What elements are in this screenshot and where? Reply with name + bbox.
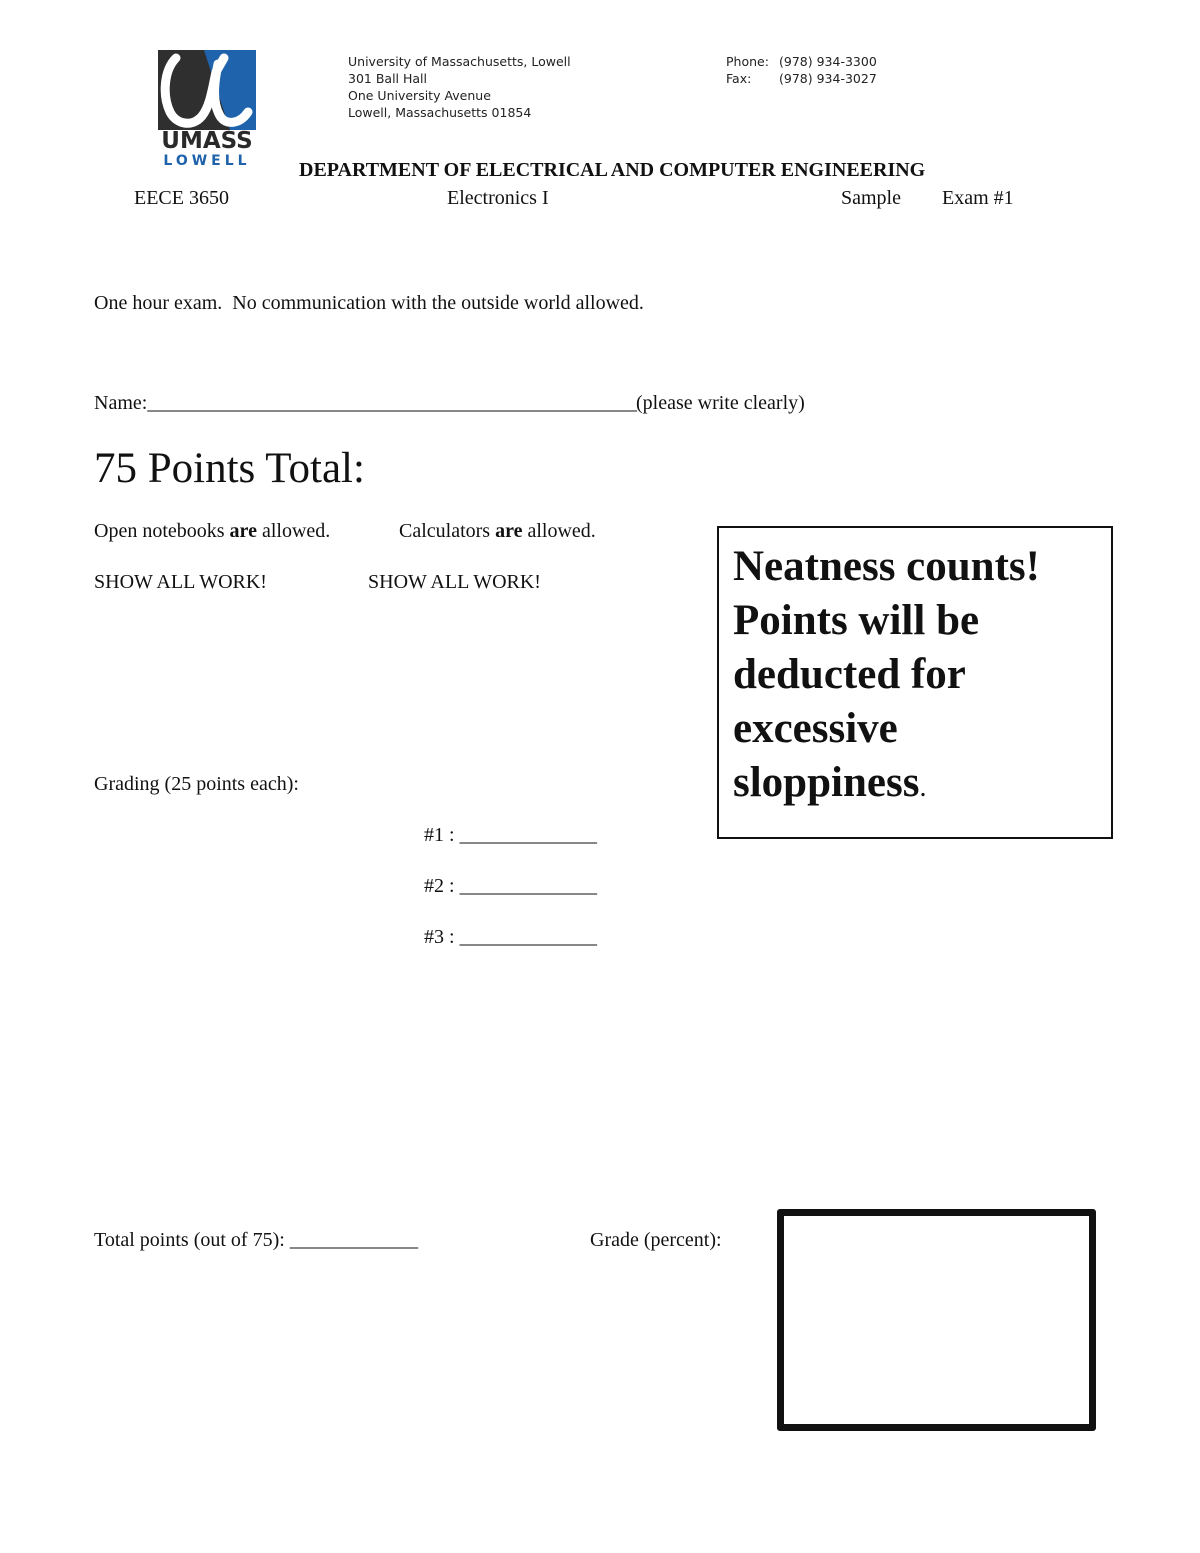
exam-number: Exam #1 [942,187,1014,209]
calculators-note [399,520,596,543]
department-title: DEPARTMENT OF ELECTRICAL AND COMPUTER ENGINEERING [299,159,926,181]
grade-row-blank[interactable]: _______________ [459,824,597,846]
total-points-row [94,1229,417,1252]
name-hint: (please write clearly) [636,392,805,414]
grade-row [424,824,596,847]
open-notebooks-pre: Open notebooks [94,520,230,542]
grade-row-blank[interactable]: _______________ [459,926,597,948]
address-line: 301 Ball Hall [348,71,427,86]
neatness-line: deducted for [733,651,966,698]
grading-heading: Grading (25 points each): [94,773,299,795]
neatness-line: Neatness counts! [733,543,1040,590]
course-code: EECE 3650 [134,187,229,209]
grade-row-label: #2 : [424,875,455,897]
course-title: Electronics I [447,187,549,209]
grade-row-blank[interactable]: _______________ [459,875,597,897]
neatness-line: excessive [733,705,898,752]
grade-percent-label: Grade (percent): [590,1229,722,1251]
logo-umass-text: UMASS [161,128,253,154]
phone-label: Phone: [726,54,769,69]
are-emphasis: are [495,520,523,542]
address-block [348,53,571,121]
show-work-note: SHOW ALL WORK! [368,571,541,593]
grade-percent-box[interactable] [777,1209,1096,1431]
phone-number: (978) 934-3300 [779,54,877,69]
neatness-line: Points will be [733,597,980,644]
fax-number: (978) 934-3027 [779,71,877,86]
open-notebooks-post: allowed. [256,520,331,542]
neatness-period: . [919,772,927,803]
are-emphasis: are [229,520,257,542]
name-blank-line[interactable]: ______________________________________________________ [147,392,637,414]
total-points-label: Total points (out of 75): [94,1229,285,1251]
name-label: Name: [94,392,148,414]
points-total-heading: 75 Points Total: [94,445,365,492]
total-points-blank[interactable]: ______________ [289,1229,418,1251]
grade-row [424,926,596,949]
show-work-note: SHOW ALL WORK! [94,571,267,593]
calculators-post: allowed. [522,520,596,542]
umass-logo-mark-icon [158,50,256,130]
calculators-pre: Calculators [399,520,496,542]
grade-row-label: #3 : [424,926,455,948]
contact-block [726,53,877,87]
neatness-line: sloppiness [733,759,920,806]
address-line: University of Massachusetts, Lowell [348,54,571,69]
allowed-materials [94,520,330,543]
sample-label: Sample [841,187,901,209]
grade-row [424,875,596,898]
exam-duration-note: One hour exam. No communication with the outside world allowed. [94,292,644,314]
fax-label: Fax: [726,71,752,86]
address-line: Lowell, Massachusetts 01854 [348,105,532,120]
address-line: One University Avenue [348,88,491,103]
neatness-warning [733,540,1108,815]
name-field-row [94,392,805,415]
grade-row-label: #1 : [424,824,455,846]
logo-lowell-text: LOWELL [163,153,251,169]
